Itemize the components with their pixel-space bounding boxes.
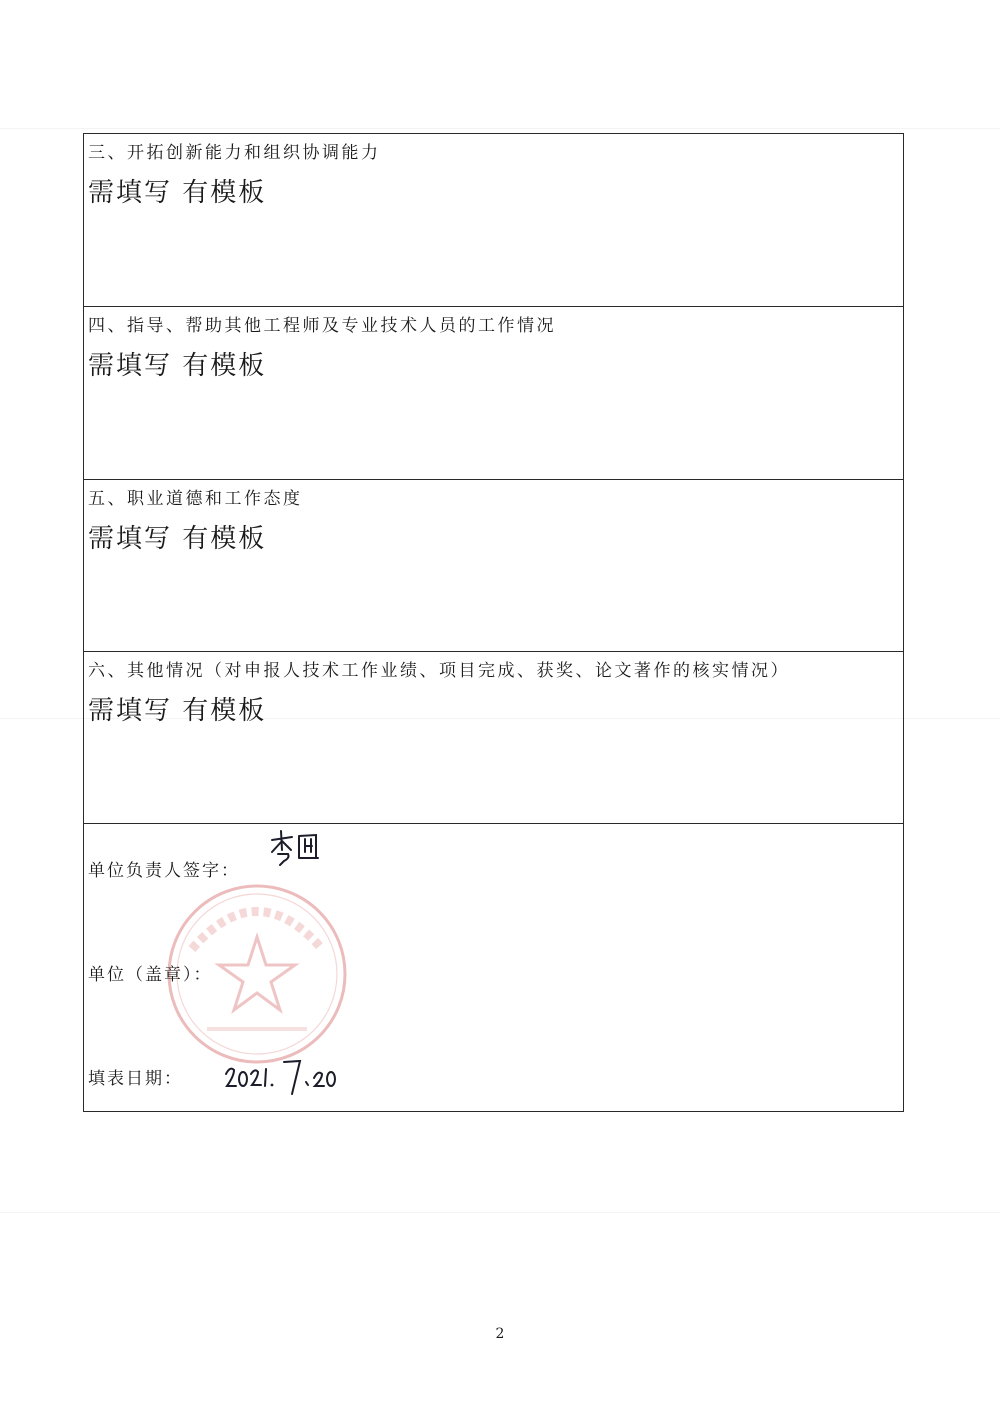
section-content: 需填写 有模板 [88, 524, 267, 554]
page-number: 2 [495, 1326, 505, 1342]
date-label: 填表日期： [88, 1069, 183, 1089]
section-heading: 四、指导、帮助其他工程师及专业技术人员的工作情况 [88, 316, 556, 336]
section-other-verification [84, 652, 903, 824]
section-content: 需填写 有模板 [88, 696, 267, 726]
signoff-block [84, 824, 903, 1111]
section-content: 需填写 有模板 [88, 178, 267, 208]
section-ethics-attitude [84, 480, 903, 652]
section-innovation-coordination [84, 134, 903, 307]
unit-seal-label: 单位（盖章）： [88, 965, 213, 985]
signer-label: 单位负责人签字： [88, 861, 240, 881]
scan-artifact-line [0, 1212, 1000, 1213]
scan-artifact-line [0, 128, 1000, 129]
section-content: 需填写 有模板 [88, 351, 267, 381]
evaluation-form-table [83, 133, 904, 1112]
section-heading: 五、职业道德和工作态度 [88, 489, 303, 509]
handwritten-date [224, 1052, 344, 1098]
section-heading: 三、开拓创新能力和组织协调能力 [88, 143, 381, 163]
handwritten-signature [266, 828, 326, 868]
section-guidance-work [84, 307, 903, 480]
section-heading: 六、其他情况（对申报人技术工作业绩、项目完成、获奖、论文著作的核实情况） [88, 661, 790, 681]
